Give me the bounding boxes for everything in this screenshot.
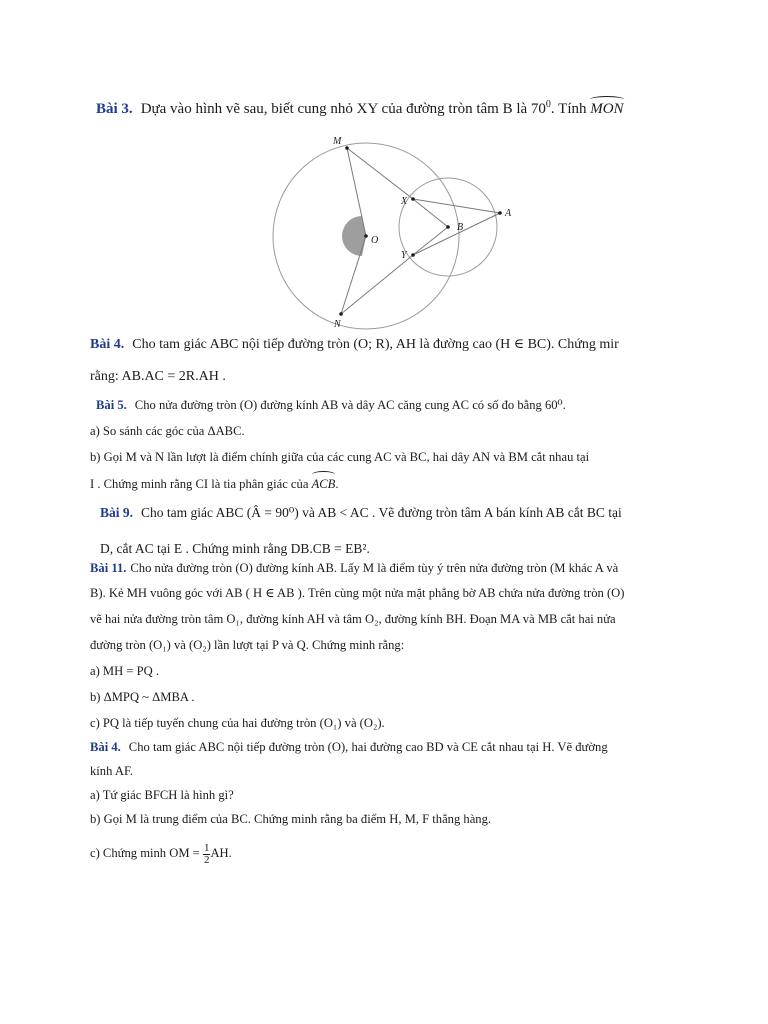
bai4b-line1	[90, 738, 608, 756]
label-Y: Y	[401, 250, 407, 261]
label-X: X	[401, 196, 408, 207]
bai3-tail: . Tính	[550, 101, 587, 117]
bai4a-line2	[90, 368, 226, 386]
bai11-line2: B). Kẻ MH vuông góc với AB ( H ∈ AB ). Trên cùng một nửa mặt phẳng bờ AB chứa nửa đường tròn (O)	[90, 586, 625, 600]
bai4a-text1: Cho tam giác ABC nội tiếp đường tròn (O; R), AH là đường cao (H ∈ BC). Chứng mir	[132, 337, 619, 352]
bai4a-label: Bài 4.	[90, 337, 125, 352]
bai4b-b: b) Gọi M là trung điểm của BC. Chứng minh rằng ba điểm H, M, F thẳng hàng.	[90, 812, 492, 826]
bai11-label: Bài 11.	[90, 561, 127, 575]
bai3-degree: 0	[545, 99, 551, 110]
bai4b-c	[90, 838, 232, 868]
bai4b-a: a) Tứ giác BFCH là hình gì?	[90, 788, 234, 802]
bai11-c: c) PQ là tiếp tuyến chung của hai đường tròn (O₁) và (O₂).	[90, 716, 385, 730]
bai9-label: Bài 9.	[100, 505, 134, 520]
bai3-target-arc: MON	[590, 101, 624, 117]
bai3-label: Bài 3.	[96, 101, 133, 117]
bai4b-line2: kính AF.	[90, 764, 134, 778]
bai4b-c-post: AH.	[210, 846, 232, 860]
label-O: O	[371, 235, 379, 246]
bai5-line1	[96, 396, 566, 414]
bai11-a: a) MH = PQ .	[90, 664, 160, 678]
bai4b-c-pre: c) Chứng minh OM =	[90, 846, 200, 860]
bai5-b2-arc: ACB	[311, 477, 336, 491]
figure-lines	[341, 148, 500, 314]
bai11-line3: vẽ hai nửa đường tròn tâm O₁, đường kính AH và tâm O₂, đường kính BH. Đoạn MA và MB cắt hai nửa	[90, 612, 616, 626]
bai11-line4: đường tròn (O₁) và (O₂) lần lượt tại P và Q. Chứng minh rằng:	[90, 638, 405, 652]
geometry-figure	[268, 128, 548, 333]
bai11-b: b) ΔMPQ ~ ΔMBA .	[90, 690, 195, 704]
bai5-b2-pre: I . Chứng minh rằng CI là tia phân giác của	[90, 477, 309, 491]
bai11-line1	[90, 559, 618, 577]
bai4b-text1: Cho tam giác ABC nội tiếp đường tròn (O), hai đường cao BD và CE cắt nhau tại H. Vẽ đường	[128, 740, 608, 754]
bai3-text: Dựa vào hình vẽ sau, biết cung nhỏ XY của đường tròn tâm B là 70	[140, 101, 546, 117]
bai9-line2: D, cắt AC tại E . Chứng minh rằng DB.CB = EB².	[100, 541, 370, 556]
fraction-denominator: 2	[203, 853, 210, 866]
bai3-line	[96, 96, 624, 118]
label-N: N	[334, 319, 341, 330]
bai5-b2-end: .	[335, 477, 339, 491]
label-B: B	[457, 222, 464, 233]
label-A: A	[505, 208, 512, 219]
bai11-text1: Cho nửa đường tròn (O) đường kính AB. Lấy M là điểm tùy ý trên nửa đường tròn (M khác A và	[130, 561, 619, 575]
bai5-b1: b) Gọi M và N lần lượt là điểm chính giữa của các cung AC và BC, hai dây AN và BM cắt nhau tại	[90, 450, 590, 464]
bai4a-line1	[90, 336, 619, 354]
bai4b-label: Bài 4.	[90, 740, 121, 754]
bai5-label: Bài 5.	[96, 398, 127, 412]
bai5-text1: Cho nửa đường tròn (O) đường kính AB và dây AC căng cung AC có số đo bằng 60⁰.	[134, 398, 566, 412]
label-M: M	[333, 136, 342, 147]
bai5-a: a) So sánh các góc của ΔABC.	[90, 424, 245, 438]
bai9-line1	[100, 504, 622, 522]
angle-MON-shade	[342, 216, 366, 256]
bai9-text1: Cho tam giác ABC (Â = 90⁰) và AB < AC . Vẽ đường tròn tâm A bán kính AB cắt BC tại	[141, 505, 622, 520]
bai5-b2	[90, 475, 339, 493]
bai4a-text2: rằng: AB.AC = 2R.AH .	[90, 369, 226, 384]
fraction-numerator: 1	[203, 841, 210, 854]
